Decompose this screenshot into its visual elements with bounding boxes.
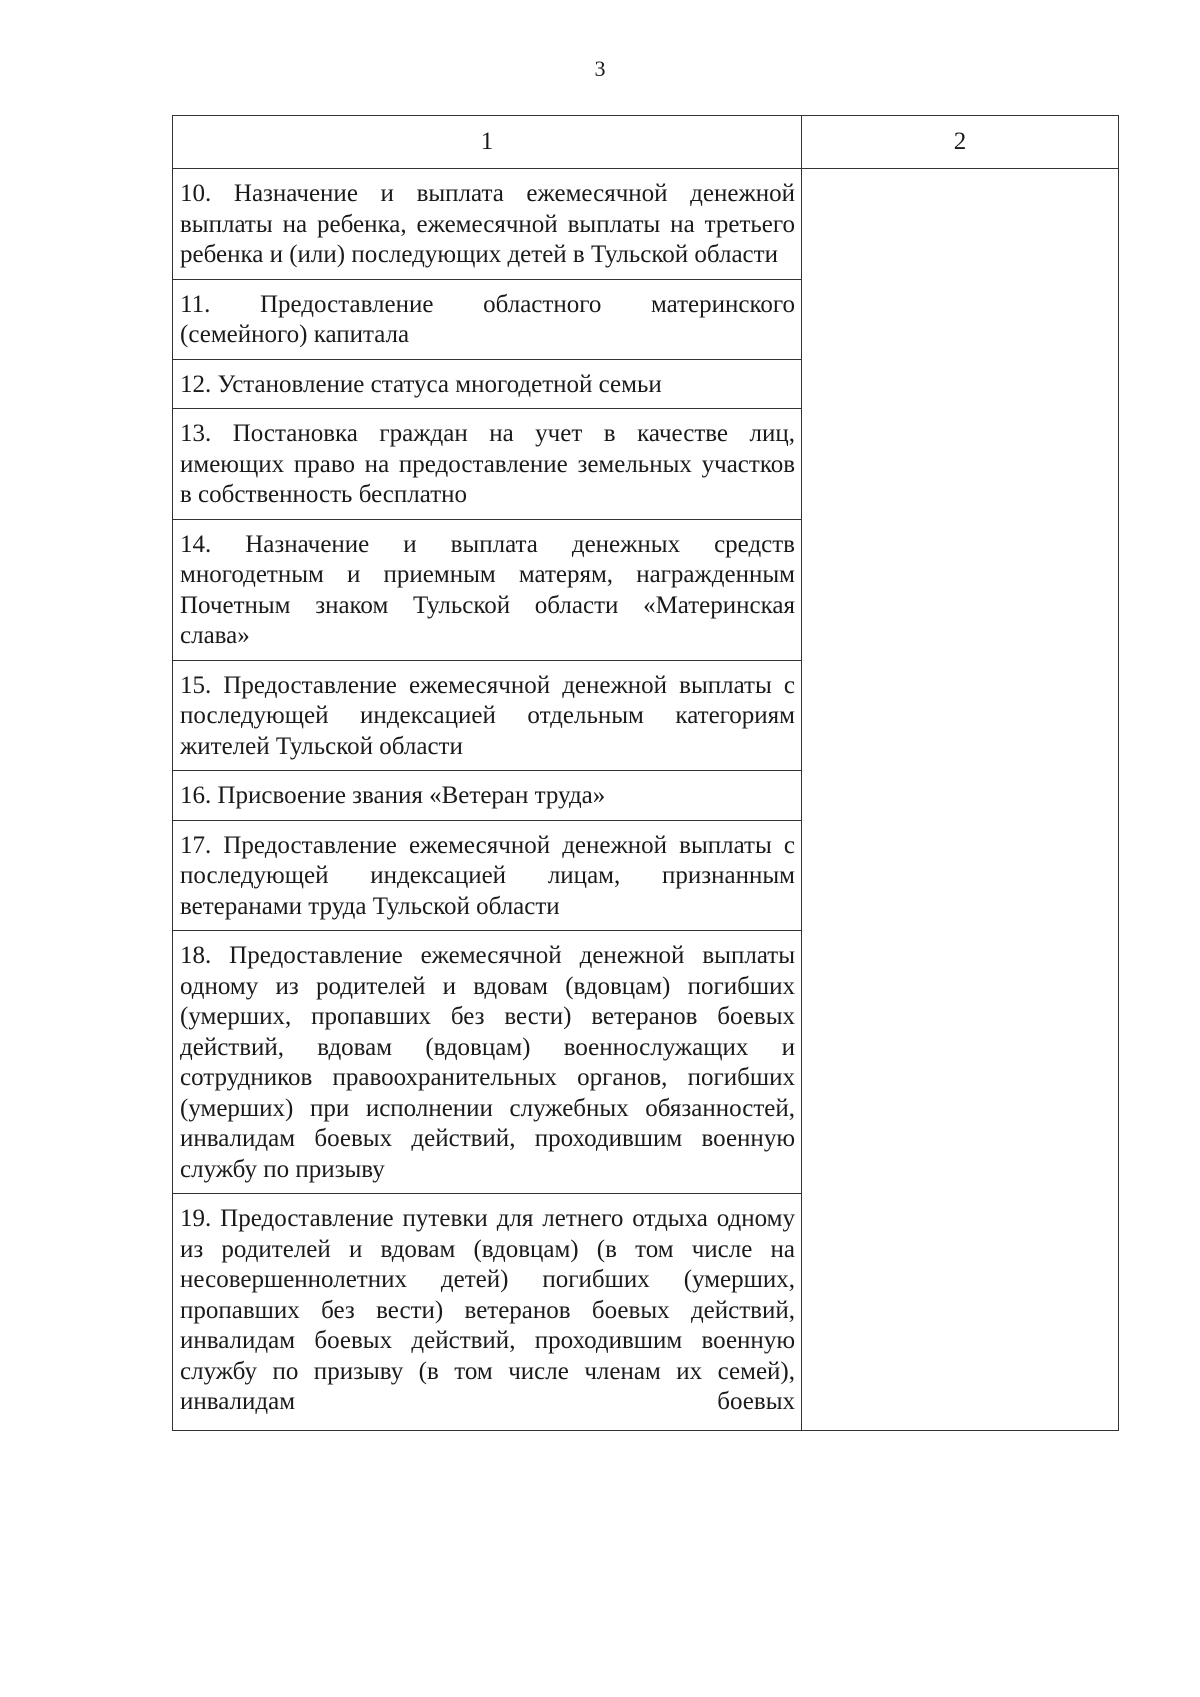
table-cell-item-12: 12. Установление статуса многодетной семьи [173,359,802,409]
services-table [172,115,1119,1431]
table-cell-item-11: 11. Предоставление областного материнского (семейного) капитала [173,279,802,359]
table-cell-item-18: 18. Предоставление ежемесячной денежной выплаты одному из родителей и вдовам (вдовцам) погибших (умерших, пропавших без вести) ветеранов боевых действий, вдовам (вдовцам) военнослужащих и сотрудников правоохранительных органов, погибших (умерших) при исполнении служебных обязанностей, инвалидам боевых действий, проходившим военную службу по призыву [173,931,802,1194]
table-cell-item-15: 15. Предоставление ежемесячной денежной выплаты с последующей индексацией отдельным категориям жителей Тульской области [173,660,802,771]
table-cell-item-19: 19. Предоставление путевки для летнего отдыха одному из родителей и вдовам (вдовцам) (в том числе на несовершеннолетних детей) погибших (умерших, пропавших без вести) ветеранов боевых действий, инвалидам боевых действий, проходившим военную службу по призыву (в том числе членам их семей), инвалидам боевых [173,1194,802,1431]
table-header-row [173,116,1119,169]
page-number: 3 [594,56,606,81]
column-header-1: 1 [173,116,802,169]
table-cell-item-14: 14. Назначение и выплата денежных средств многодетным и приемным матерям, награжденным Почетным знаком Тульской области «Материнская слава» [173,519,802,660]
table-row [173,169,1119,280]
table-cell-item-13: 13. Постановка граждан на учет в качестве лиц, имеющих право на предоставление земельных участков в собственность бесплатно [173,409,802,520]
table-cell-item-10: 10. Назначение и выплата ежемесячной денежной выплаты на ребенка, ежемесячной выплаты на третьего ребенка и (или) последующих детей в Тульской области [173,169,802,280]
table-cell-column-2 [802,169,1119,1431]
table-cell-item-16: 16. Присвоение звания «Ветеран труда» [173,771,802,821]
column-header-2: 2 [802,116,1119,169]
table-cell-item-17: 17. Предоставление ежемесячной денежной выплаты с последующей индексацией лицам, признанным ветеранами труда Тульской области [173,820,802,931]
